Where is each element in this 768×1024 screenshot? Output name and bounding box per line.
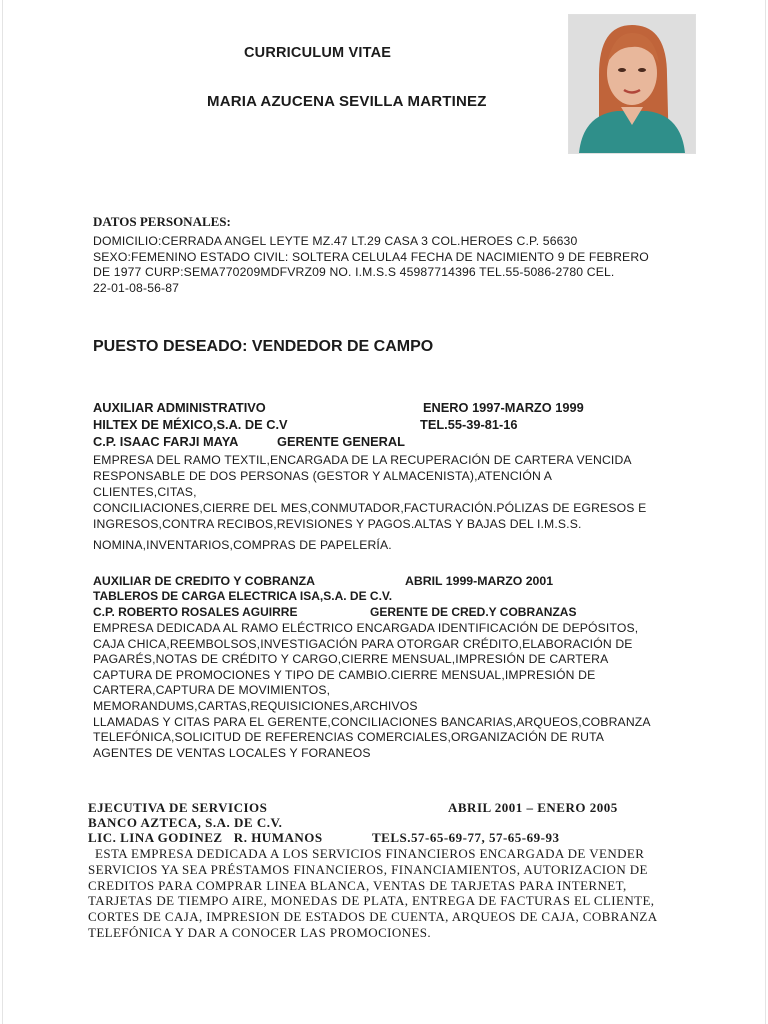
job3-line: CORTES DE CAJA, IMPRESION DE ESTADOS DE CUENTA, ARQUEOS DE CAJA, COBRANZA	[88, 909, 658, 925]
personal-line: DOMICILIO:CERRADA ANGEL LEYTE MZ.47 LT.29 CASA 3 COL.HEROES C.P. 56630	[93, 234, 578, 248]
job3-company: BANCO AZTECA, S.A. DE C.V.	[88, 815, 283, 830]
job2-line: MEMORANDUMS,CARTAS,REQUISICIONES,ARCHIVOS	[93, 698, 418, 713]
personal-data-block	[93, 234, 649, 296]
candidate-name: MARIA AZUCENA SEVILLA MARTINEZ	[207, 93, 487, 110]
job1-description	[93, 452, 646, 553]
job2-description	[93, 621, 651, 761]
job3-line: TELEFÓNICA Y DAR A CONOCER LAS PROMOCIONES.	[88, 924, 432, 940]
job1-line: EMPRESA DEL RAMO TEXTIL,ENCARGADA DE LA RECUPERACIÓN DE CARTERA VENCIDA	[93, 453, 632, 467]
job1-position: AUXILIAR ADMINISTRATIVO	[93, 400, 266, 415]
job1-line: CLIENTES,CITAS,	[93, 485, 197, 499]
job1-dates: ENERO 1997-MARZO 1999	[423, 400, 584, 415]
personal-line: SEXO:FEMENINO ESTADO CIVIL: SOLTERA CELULA4 FECHA DE NACIMIENTO 9 DE FEBRERO	[93, 249, 649, 264]
job1-phone: TEL.55-39-81-16	[420, 417, 518, 432]
job2-company: TABLEROS DE CARGA ELECTRICA ISA,S.A. DE C.V.	[93, 589, 393, 603]
job2-position: AUXILIAR DE CREDITO Y COBRANZA	[93, 574, 316, 588]
job3-phone: TELS.57-65-69-77, 57-65-69-93	[372, 830, 560, 845]
job2-line: PAGARÉS,NOTAS DE CRÉDITO Y CARGO,CIERRE MENSUAL,IMPRESIÓN DE CARTERA	[93, 652, 609, 667]
job2-line: EMPRESA DEDICADA AL RAMO ELÉCTRICO ENCARGADA IDENTIFICACIÓN DE DEPÓSITOS,	[93, 621, 639, 635]
job2-contact-role: GERENTE DE CRED.Y COBRANZAS	[370, 605, 577, 619]
job2-line: TELEFÓNICA,SOLICITUD DE REFERENCIAS COMERCIALES,ORGANIZACIÓN DE RUTA	[93, 730, 605, 745]
job1-contact: C.P. ISAAC FARJI MAYA	[93, 434, 239, 449]
job1-line: CONCILIACIONES,CIERRE DEL MES,CONMUTADOR,FACTURACIÓN.PÓLIZAS DE EGRESOS E	[93, 501, 647, 515]
job2-line: CAJA CHICA,REEMBOLSOS,INVESTIGACIÓN PARA OTORGAR CRÉDITO,ELABORACIÓN DE	[93, 636, 633, 651]
profile-photo	[568, 14, 696, 154]
portrait-image	[569, 15, 695, 153]
job1-line: NOMINA,INVENTARIOS,COMPRAS DE PAPELERÍA.	[93, 538, 392, 552]
page-edge-right	[765, 0, 766, 1024]
desired-position: PUESTO DESEADO: VENDEDOR DE CAMPO	[93, 338, 434, 355]
job2-line: LLAMADAS Y CITAS PARA EL GERENTE,CONCILIACIONES BANCARIAS,ARQUEOS,COBRANZA	[93, 714, 651, 729]
personal-data-heading: DATOS PERSONALES:	[93, 214, 231, 229]
job3-line: SERVICIOS YA SEA PRÉSTAMOS FINANCIEROS, FINANCIAMIENTOS, AUTORIZACION DE	[88, 861, 648, 877]
job3-line: TARJETAS DE TIEMPO AIRE, MONEDAS DE PLATA, ENTREGA DE FACTURAS EL CLIENTE,	[88, 893, 655, 909]
job1-line: RESPONSABLE DE DOS PERSONAS (GESTOR Y ALMACENISTA),ATENCIÓN A	[93, 469, 553, 483]
job3-line: CREDITOS PARA COMPRAR LINEA BLANCA, VENTAS DE TARJETAS PARA INTERNET,	[88, 877, 627, 893]
job3-description	[88, 846, 657, 941]
job3-contact: LIC. LINA GODINEZ R. HUMANOS	[88, 830, 323, 845]
job3-position: EJECUTIVA DE SERVICIOS	[88, 800, 268, 815]
job2-line: CARTERA,CAPTURA DE MOVIMIENTOS,	[93, 683, 331, 698]
job1-contact-role: GERENTE GENERAL	[277, 434, 405, 449]
job3-line: ESTA EMPRESA DEDICADA A LOS SERVICIOS FINANCIEROS ENCARGADA DE VENDER	[95, 846, 645, 861]
job1-company: HILTEX DE MÉXICO,S.A. DE C.V	[93, 417, 288, 432]
document-title: CURRICULUM VITAE	[244, 45, 392, 61]
personal-line: DE 1977 CURP:SEMA770209MDFVRZ09 NO. I.M.S.S 45987714396 TEL.55-5086-2780 CEL.	[93, 265, 615, 280]
job2-dates: ABRIL 1999-MARZO 2001	[405, 574, 554, 588]
page-edge-left	[2, 0, 3, 1024]
job2-contact: C.P. ROBERTO ROSALES AGUIRRE	[93, 605, 298, 619]
job2-line: AGENTES DE VENTAS LOCALES Y FORANEOS	[93, 745, 371, 760]
job2-line: CAPTURA DE PROMOCIONES Y TIPO DE CAMBIO.CIERRE MENSUAL,IMPRESIÓN DE	[93, 667, 596, 682]
job1-line: INGRESOS,CONTRA RECIBOS,REVISIONES Y PAGOS.ALTAS Y BAJAS DEL I.M.S.S.	[93, 517, 582, 531]
job3-dates: ABRIL 2001 – ENERO 2005	[448, 800, 618, 815]
personal-line: 22-01-08-56-87	[93, 280, 180, 295]
